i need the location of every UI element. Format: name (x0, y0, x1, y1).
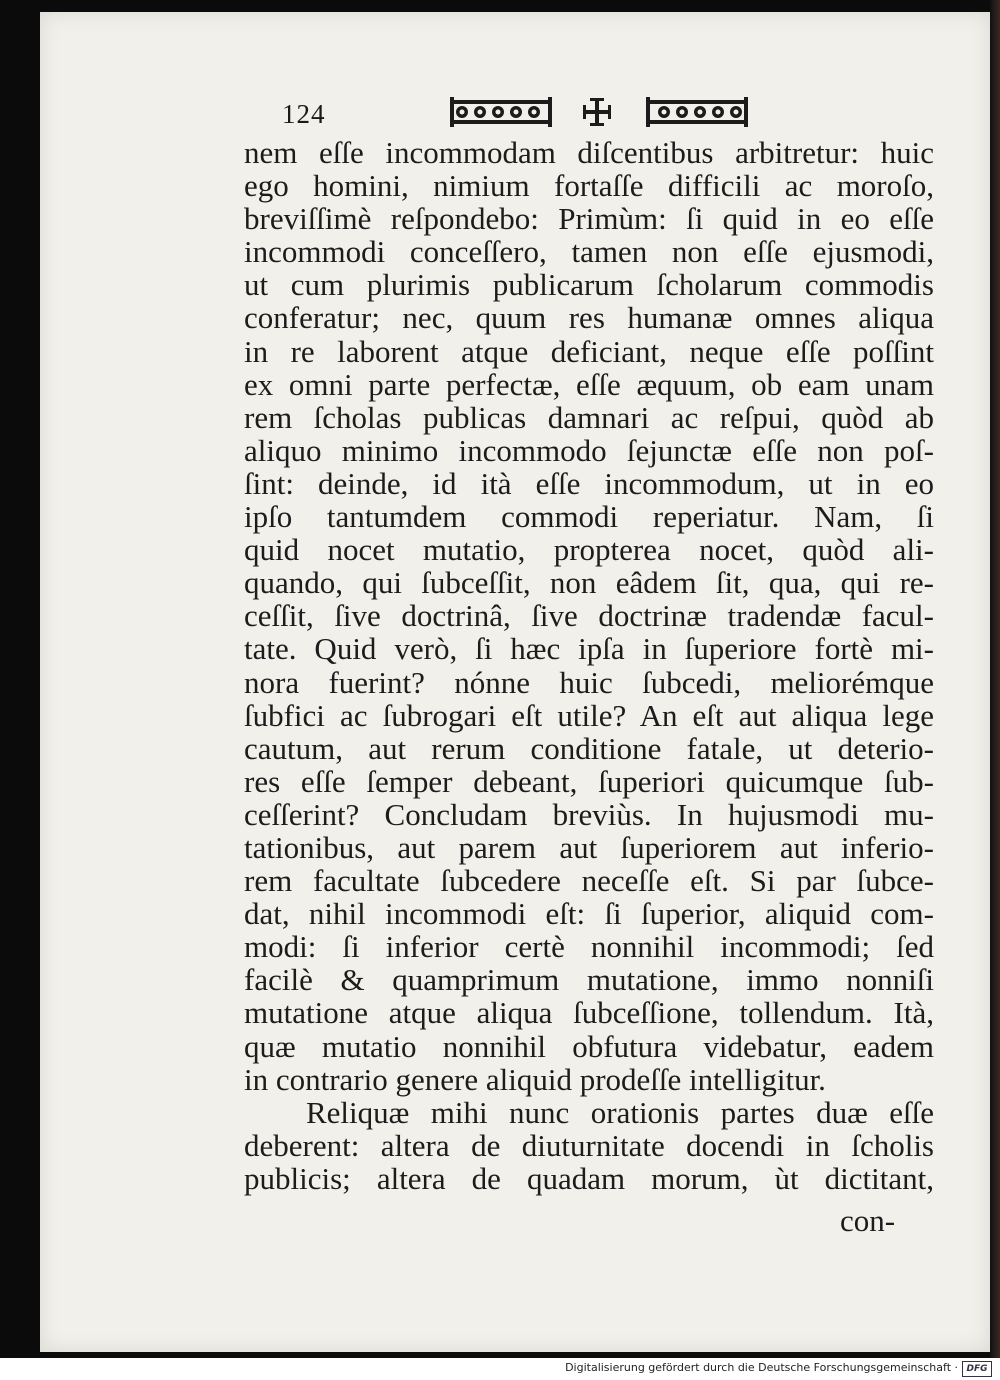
text-line: deberent: altera de diuturnitate docendi in ſcholis (244, 1127, 934, 1163)
text-line: ſint: deinde, id ità eſſe incommodum, ut in eo (244, 465, 934, 501)
text-line: publicis; altera de quadam morum, ùt dictitant, (244, 1160, 934, 1196)
page-header (282, 95, 752, 135)
dfg-logo: DFG (962, 1361, 992, 1377)
body-text (244, 136, 934, 1195)
book-spine-edge (990, 0, 1000, 1358)
text-line: nem eſſe incommodam diſcentibus arbitretur: huic (244, 135, 934, 170)
text-line: in contrario genere aliquid prodeſſe intelligitur. (244, 1061, 826, 1097)
page-number: 124 (282, 99, 326, 129)
text-line: ipſo tantumdem commodi reperiatur. Nam, ſi (244, 499, 934, 535)
text-line: Reliquæ mihi nunc orationis partes duæ eſſe (306, 1094, 934, 1130)
text-line: incommodi conceſſero, tamen non eſſe ejusmodi, (244, 234, 934, 270)
text-line: tate. Quid verò, ſi hæc ipſa in ſuperiore fortè mi- (244, 631, 934, 667)
text-line: facilè & quamprimum mutatione, immo nonniſi (244, 962, 934, 998)
text-line: aliquo minimo incommodo ſejunctæ eſſe non poſ- (244, 432, 934, 468)
text-line: ut cum plurimis publicarum ſcholarum commodis (244, 267, 934, 303)
text-line: quid nocet mutatio, propterea nocet, quòd ali- (244, 532, 934, 568)
text-line: rem facultate ſubcedere neceſſe eſt. Si par ſubce- (244, 863, 934, 899)
text-line: tationibus, aut parem aut ſuperiorem aut inferio- (244, 829, 934, 865)
text-line: ceſſit, ſive doctrinâ, ſive doctrinæ tradendæ facul- (244, 598, 934, 634)
text-line: quæ mutatio nonnihil obfutura videbatur, eadem (244, 1028, 934, 1064)
text-line: rem ſcholas publicas damnari ac reſpui, quòd ab (244, 399, 934, 435)
cross-ornament-icon (582, 97, 612, 127)
text-line: ſubfici ac ſubrogari eſt utile? An eſt aut aliqua lege (244, 697, 934, 733)
ornament-left-icon (450, 97, 552, 127)
text-line: nora fuerint? nónne huic ſubcedi, meliorémque (244, 664, 934, 700)
ornament-right-icon (646, 97, 748, 127)
text-line: dat, nihil incommodi eſt: ſi ſuperior, aliquid com- (244, 896, 934, 932)
text-line: ego homini, nimium fortaſſe difficili ac moroſo, (244, 168, 934, 204)
text-line: mutatione atque aliqua ſubceſſione, tollendum. Ità, (244, 995, 934, 1031)
text-line: ceſſerint? Concludam breviùs. In hujusmodi mu- (244, 796, 934, 832)
text-line: quando, qui ſubceſſit, non eâdem ſit, qua, qui re- (244, 565, 934, 601)
text-line: ex omni parte perfectæ, eſſe æquum, ob eam unam (244, 366, 934, 402)
text-line: in re laborent atque deficiant, neque eſſe poſſint (244, 333, 934, 369)
digitization-credit: Digitalisierung gefördert durch die Deutsche Forschungsgemeinschaft · (565, 1361, 958, 1374)
text-line: modi: ſi inferior certè nonnihil incommodi; ſed (244, 929, 934, 965)
text-line: conferatur; nec, quum res humanæ omnes aliqua (244, 300, 934, 336)
catchword: con- (840, 1203, 896, 1238)
text-line: cautum, aut rerum conditione fatale, ut deterio- (244, 730, 934, 766)
text-line: breviſſimè reſpondebo: Primùm: ſi quid in eo eſſe (244, 201, 934, 237)
footer-bar (0, 1358, 1000, 1380)
text-line: res eſſe ſemper debeant, ſuperiori quicumque ſub- (244, 763, 934, 799)
